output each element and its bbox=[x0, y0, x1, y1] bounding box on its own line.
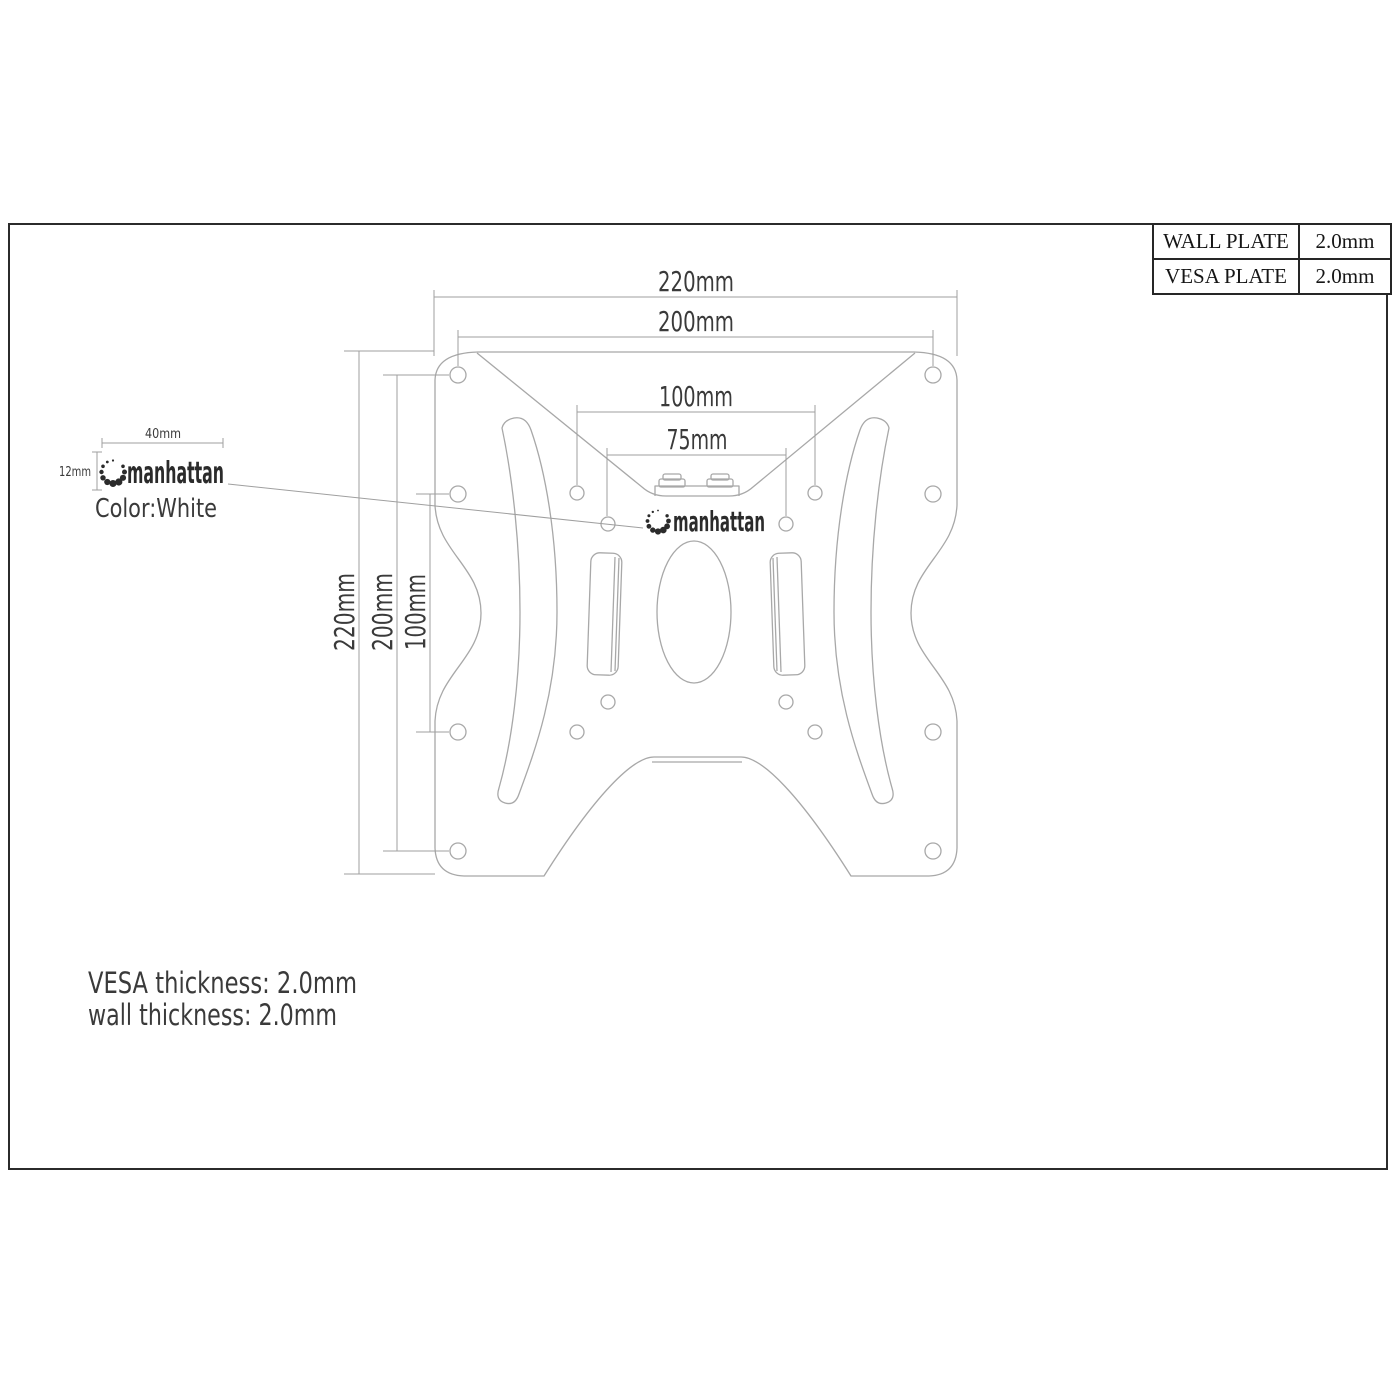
corner-hole bbox=[925, 367, 941, 383]
brand-logo bbox=[95, 456, 224, 524]
plate-logo bbox=[646, 505, 765, 538]
dim-label-top-75: 75mm bbox=[666, 423, 728, 456]
brand-logo-text: manhattan bbox=[127, 456, 224, 491]
note-line-1: VESA thickness: 2.0mm bbox=[88, 966, 357, 1000]
spec-label-cell: WALL PLATE bbox=[1154, 225, 1300, 258]
dim-label-logo-40: 40mm bbox=[145, 427, 181, 442]
note-line-2: wall thickness: 2.0mm bbox=[88, 998, 337, 1032]
plate-logo-dots-icon bbox=[646, 510, 671, 535]
vesa-hole-100 bbox=[808, 486, 822, 500]
vesa-hole-100 bbox=[570, 486, 584, 500]
dim-label-top-220: 220mm bbox=[658, 265, 734, 298]
dim-label-left-220: 220mm bbox=[328, 543, 361, 651]
spec-label-cell: VESA PLATE bbox=[1154, 260, 1300, 293]
wall-mount-hole bbox=[925, 724, 941, 740]
center-oval-cutout bbox=[657, 541, 731, 683]
corner-hole bbox=[450, 367, 466, 383]
dim-label-left-100: 100mm bbox=[399, 542, 432, 650]
corner-hole bbox=[925, 843, 941, 859]
vesa-hole-75 bbox=[779, 517, 793, 531]
hook-slot-left bbox=[587, 553, 622, 676]
vesa-hole-100 bbox=[570, 725, 584, 739]
wall-mount-hole bbox=[925, 486, 941, 502]
side-slot-right bbox=[834, 418, 893, 804]
wall-mount-hole bbox=[450, 486, 466, 502]
brand-logo-dots-icon bbox=[99, 459, 127, 487]
vesa-hole-75 bbox=[601, 695, 615, 709]
wall-mount-hole bbox=[450, 724, 466, 740]
mounting-bracket bbox=[655, 474, 739, 496]
dim-label-left-200: 200mm bbox=[366, 543, 399, 651]
side-slot-left bbox=[498, 418, 557, 804]
vesa-hole-100 bbox=[808, 725, 822, 739]
dim-label-top-200: 200mm bbox=[658, 305, 734, 338]
vesa-hole-75 bbox=[779, 695, 793, 709]
plate-logo-text: manhattan bbox=[673, 505, 765, 538]
spec-value-cell: 2.0mm bbox=[1315, 264, 1375, 288]
color-note: Color:White bbox=[95, 494, 217, 524]
dim-label-top-100: 100mm bbox=[659, 380, 733, 413]
hook-slot-right bbox=[770, 553, 805, 676]
spec-value-cell: 2.0mm bbox=[1315, 229, 1375, 253]
dim-label-logo-12: 12mm bbox=[59, 465, 91, 480]
corner-hole bbox=[450, 843, 466, 859]
